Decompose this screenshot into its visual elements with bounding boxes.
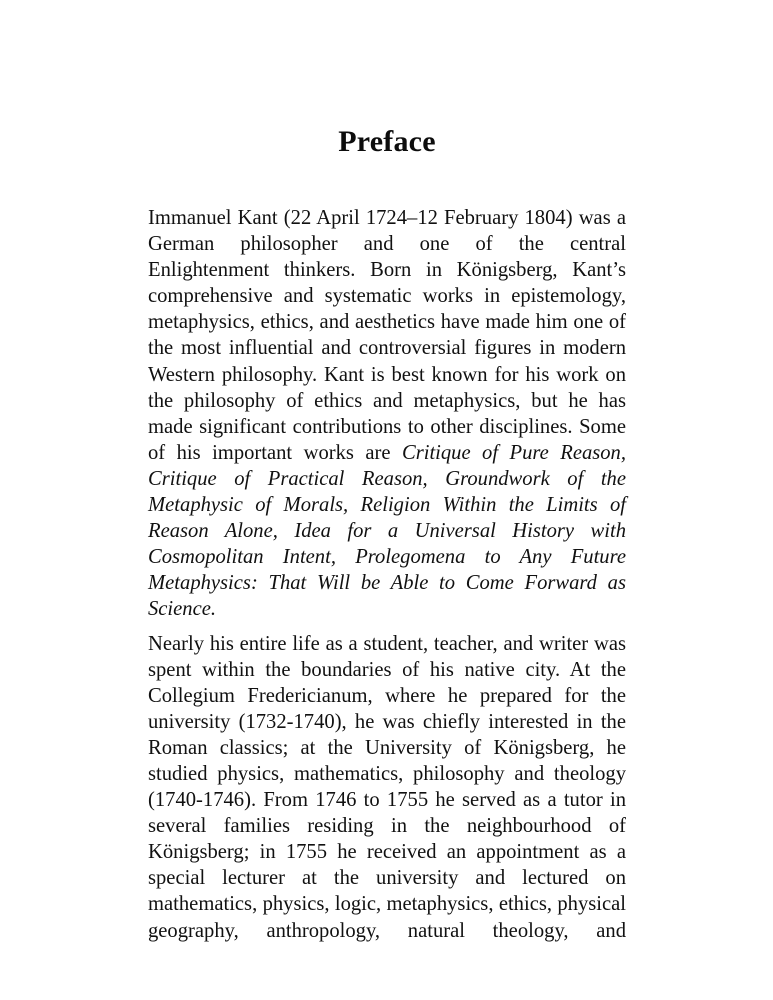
- paragraph-text-roman: Nearly his entire life as a student, teacher, and writer was spent within the boundaries of his native city. At the Collegium Fredericianum, where he prepared for the university (1732-1740), he was chiefly interested in the Roman classics; at the University of Königsberg, he studied physics, mathematics, philosophy and theology (1740-1746). From 1746 to 1755 he served as a tutor in several families residing in the neighbourhood of Königsberg; in 1755 he received an appointment as a special lecturer at the university and lectured on mathematics, physics, logic, metaphysics, ethics, physical geography, anthropology, natural theology, and: [148, 632, 626, 942]
- page-title: Preface: [338, 125, 436, 158]
- paragraph-biography-overview: [148, 205, 626, 623]
- work-titles-italic: Critique of Pure Reason, Critique of Practical Reason, Groundwork of the Metaphysic of Morals, Religion Within the Limits of Reason Alone, Idea for a Universal History with Cosmopolitan Intent, Prolegomena to Any Future Metaphysics: That Will be Able to Come Forward as Science.: [148, 441, 627, 621]
- paragraph-text-roman: Immanuel Kant (22 April 1724–12 February 1804) was a German philosopher and one of the central Enlightenment thinkers. Born in Königsberg, Kant’s comprehensive and systematic works in epistemology, metaphysics, ethics, and aesthetics have made him one of the most influential and controversial figures in modern Western philosophy. Kant is best known for his work on the philosophy of ethics and metaphysics, but he has made significant contributions to other disciplines. Some of his important works are: [148, 207, 626, 464]
- text-column: [148, 0, 626, 970]
- paragraph-early-life-and-career: [148, 631, 626, 970]
- body-text: [148, 157, 626, 970]
